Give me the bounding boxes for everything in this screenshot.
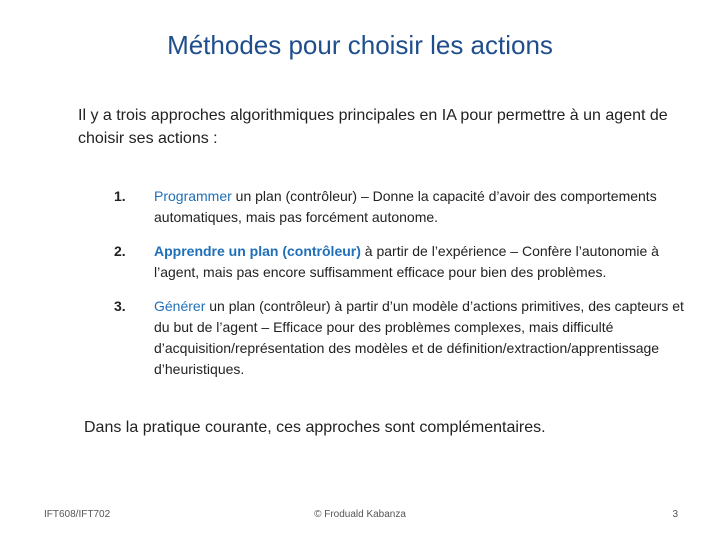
item-number: 3. [114,298,126,314]
list-item [114,296,694,380]
list-item [114,186,694,228]
item-text [154,241,684,283]
item-text [154,296,684,380]
footer-course: IFT608/IFT702 [44,509,111,520]
item-description: un plan (contrôleur) à partir d’un modèle d’actions primitives, des capteurs et du but de l’agent – Efficace pour des problèmes complexes, mais difficulté d’acquisition/représentation des modèles et de définition/extraction/apprentissage d’heuristiques. [154,298,684,377]
item-keyword: Programmer [154,188,232,204]
item-description: un plan (contrôleur) – Donne la capacité d’avoir des comportements automatiques, mais pas forcément autonome. [154,188,657,225]
footer-page-number: 3 [672,509,678,520]
item-number: 1. [114,188,126,204]
item-keyword: Générer [154,298,206,314]
item-number: 2. [114,243,126,259]
slide-title: Méthodes pour choisir les actions [167,30,553,60]
item-text [154,186,684,228]
intro-paragraph: Il y a trois approches algorithmiques principales en IA pour permettre à un agent de choisir ses actions : [78,107,668,147]
item-keyword: Apprendre un plan (contrôleur) [154,243,361,259]
item-description: à partir de l’expérience – Confère l’autonomie à l’agent, mais pas encore suffisamment efficace pour bien des problèmes. [154,243,659,280]
conclusion-text: Dans la pratique courante, ces approches sont complémentaires. [84,419,546,436]
list-item [114,241,694,283]
approaches-list [114,186,694,380]
footer-author: © Froduald Kabanza [314,509,406,520]
